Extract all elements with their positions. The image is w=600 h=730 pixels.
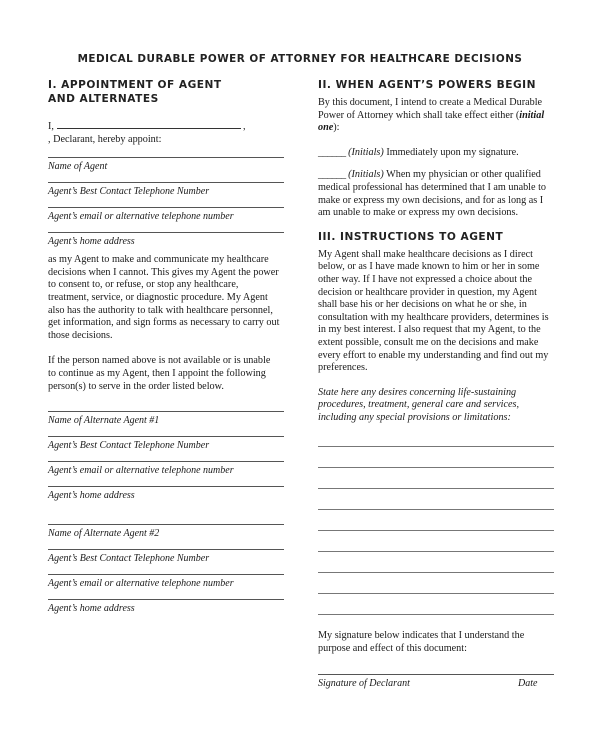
alt2-name-label: Name of Alternate Agent #2 (48, 528, 160, 540)
option-immediate-text: Immediately upon my signature. (386, 146, 519, 158)
agent-phone-label: Agent’s Best Contact Telephone Number (48, 186, 210, 198)
agent-name-field[interactable] (48, 157, 288, 173)
alternate-paragraph: If the person named above is not available or is unable to continue as my Agent, then I appoint the following person(s) to serve in the order listed below. (48, 355, 271, 392)
desires-line[interactable] (318, 552, 554, 573)
option-incapacity-text: When my physician or other qualified medical professional has determined that I am unable to make or express my own decisions, and for as long as I am unable to make or express my own decisions. (318, 169, 547, 219)
signature-label: Signature of Declarant (318, 677, 410, 689)
right-column (318, 78, 554, 692)
section-2-heading: II. WHEN AGENT’S POWERS BEGIN (318, 79, 536, 91)
declarant-suffix: , (243, 121, 246, 132)
agent-address-field[interactable] (48, 232, 288, 248)
powers-intro-italic: initial one (318, 109, 545, 134)
desires-prompt: State here any desires concerning life-sustaining procedures, treatment, general care and services, including any special provisions or limitations: (318, 386, 520, 423)
left-column (48, 78, 288, 615)
desires-line[interactable] (318, 447, 554, 468)
desires-line[interactable] (318, 468, 554, 489)
document-title: MEDICAL DURABLE POWER OF ATTORNEY FOR HEALTHCARE DECISIONS (77, 53, 523, 65)
declarant-appoint-text: , Declarant, hereby appoint: (48, 133, 162, 145)
powers-intro-paragraph (318, 97, 554, 135)
agent-phone-field[interactable] (48, 182, 288, 198)
desires-lines[interactable] (318, 426, 554, 615)
option-immediate-initials-field[interactable]: ______ (318, 146, 346, 158)
option-incapacity-initials-field[interactable]: ______ (318, 169, 346, 181)
alt2-phone-label: Agent’s Best Contact Telephone Number (48, 553, 210, 565)
declarant-line (48, 119, 288, 134)
alt2-name-field[interactable] (48, 524, 288, 540)
alt2-email-field[interactable] (48, 574, 288, 590)
alt1-name-label: Name of Alternate Agent #1 (48, 415, 160, 427)
alt2-address-label: Agent’s home address (48, 603, 135, 615)
alt1-address-label: Agent’s home address (48, 490, 135, 502)
desires-line[interactable] (318, 510, 554, 531)
option-immediate (318, 147, 554, 160)
agent-email-field[interactable] (48, 207, 288, 223)
instructions-paragraph: My Agent shall make healthcare decisions as I direct below, or as I have made known to him or her in some other way. If I have not expressed a choice about the decision or healthcare provider in question, my Agent shall base his or her decisions on what he or she, in consultation with my healthcare providers, determines is in my best interest. I also request that my Agent, to the extent possible, consult me on the decisions and make every effort to enable my understanding and find out my preferences. (318, 248, 549, 374)
powers-intro-end: ): (333, 122, 340, 134)
powers-intro-text: By this document, I intend to create a Medical Durable Power of Attorney which shall take effect either ( (318, 97, 543, 121)
section-1-heading: I. APPOINTMENT OF AGENT AND ALTERNATES (48, 79, 222, 105)
desires-line[interactable] (318, 594, 554, 615)
alt1-email-field[interactable] (48, 461, 288, 477)
declarant-name-field[interactable] (57, 119, 241, 129)
date-label: Date (518, 677, 538, 689)
alt2-phone-field[interactable] (48, 549, 288, 565)
alt2-address-field[interactable] (48, 599, 288, 615)
agent-name-label: Name of Agent (48, 161, 108, 173)
desires-line[interactable] (318, 489, 554, 510)
desires-line[interactable] (318, 531, 554, 552)
alt2-email-label: Agent’s email or alternative telephone number (48, 578, 234, 590)
option-incapacity (318, 169, 554, 219)
section-3-heading: III. INSTRUCTIONS TO AGENT (318, 230, 504, 243)
alt1-email-label: Agent’s email or alternative telephone number (48, 465, 234, 477)
alt1-address-field[interactable] (48, 486, 288, 502)
alt1-name-field[interactable] (48, 411, 288, 427)
signature-paragraph: My signature below indicates that I understand the purpose and effect of this document: (318, 630, 525, 655)
agent-address-label: Agent’s home address (48, 236, 135, 248)
signature-line[interactable] (318, 674, 554, 675)
agent-powers-paragraph: as my Agent to make and communicate my healthcare decisions when I cannot. This gives my Agent the power to consent to, or refuse, or stop any healthcare, treatment, service, or diagnostic procedure. My Agent also has the authority to talk with healthcare personnel, get information, and sign forms as necessary to carry out those decisions. (48, 254, 280, 341)
declarant-prefix: I, (48, 121, 54, 132)
option-incapacity-initials-label: (Initials) (348, 169, 384, 181)
agent-email-label: Agent’s email or alternative telephone number (48, 211, 234, 223)
desires-line[interactable] (318, 573, 554, 594)
option-immediate-initials-label: (Initials) (348, 146, 384, 158)
desires-line[interactable] (318, 426, 554, 447)
alt1-phone-field[interactable] (48, 436, 288, 452)
alt1-phone-label: Agent’s Best Contact Telephone Number (48, 440, 210, 452)
